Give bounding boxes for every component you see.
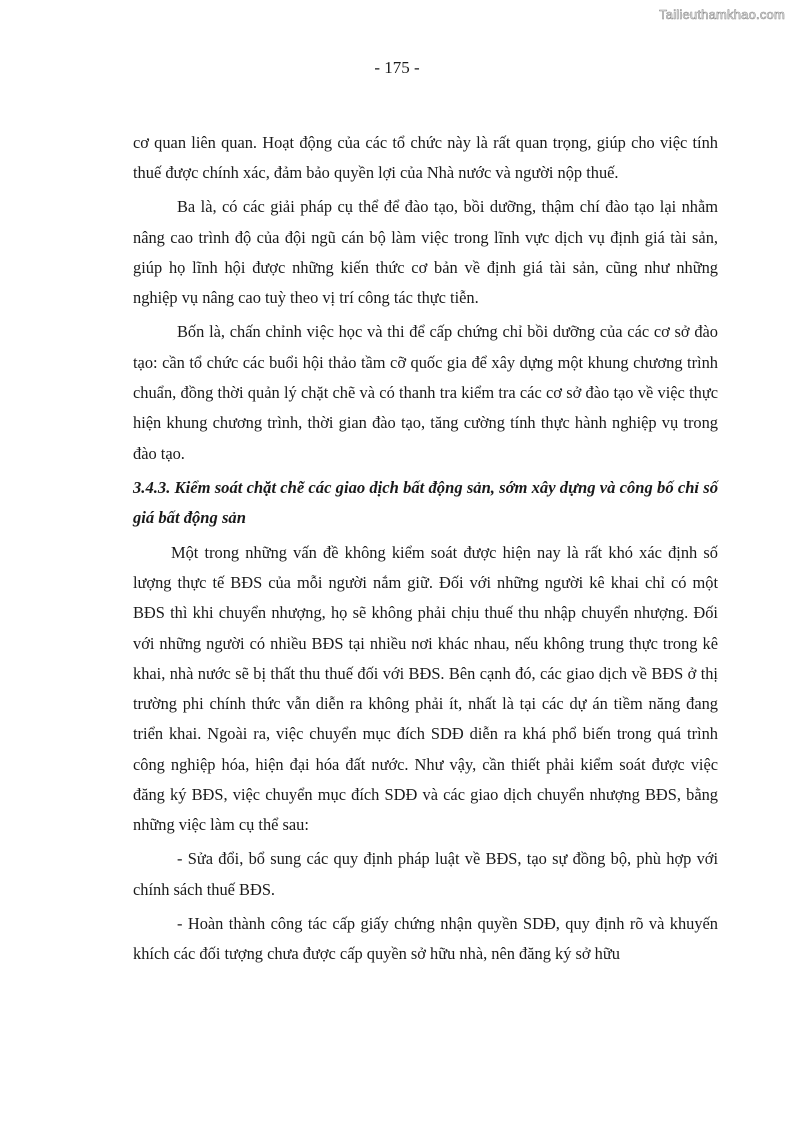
watermark: Tailieuthamkhao.com <box>659 7 785 22</box>
document-body <box>133 128 718 973</box>
paragraph-ba-la: Ba là, có các giải pháp cụ thể để đào tạo, bồi dưỡng, thậm chí đào tạo lại nhằm nâng cao trình độ của đội ngũ cán bộ làm việc trong lĩnh vực dịch vụ định giá tài sản, giúp họ lĩnh hội được những kiến thức cơ bản về định giá tài sản, cũng như những nghiệp vụ nâng cao tuỳ theo vị trí công tác thực tiễn. <box>133 197 718 308</box>
list-item-sua-doi: - Sửa đổi, bổ sung các quy định pháp luật về BĐS, tạo sự đồng bộ, phù hợp với chính sách thuế BĐS. <box>133 849 718 899</box>
page-number: - 175 - <box>374 58 420 77</box>
list-item-hoan-thanh: - Hoàn thành công tác cấp giấy chứng nhận quyền SDĐ, quy định rõ và khuyến khích các đối tượng chưa được cấp quyền sở hữu nhà, nên đăng ký sở hữu <box>133 913 718 964</box>
paragraph-mot-trong-nhung: Một trong những vấn đề không kiểm soát được hiện nay là rất khó xác định số lượng thực tế BĐS của mỗi người nắm giữ. Đối với những người kê khai chỉ có một BĐS thì khi chuyển nhượng, họ sẽ không phải chịu thuế thu nhập chuyển nhượng. Đối với những người có nhiều BĐS tại nhiều nơi khác nhau, nếu không trung thực trong kê khai, nhà nước sẽ bị thất thu thuế đối với BĐS. Bên cạnh đó, các giao dịch về BĐS ở thị trường phi chính thức vẫn diễn ra không phải ít, nhất là tại các dự án tiềm năng đang triển khai. Ngoài ra, việc chuyển mục đích SDĐ diễn ra khá phổ biến trong quá trình công nghiệp hóa, hiện đại hóa đất nước. Như vậy, cần thiết phải kiểm soát được việc đăng ký BĐS, việc chuyển mục đích SDĐ và các giao dịch chuyển nhượng BĐS, bằng những việc làm cụ thể sau: <box>133 542 718 835</box>
section-heading: 3.4.3. Kiểm soát chặt chẽ các giao dịch bất động sản, sớm xây dựng và công bố chỉ số giá bất động sản <box>133 477 718 528</box>
paragraph-continuation: cơ quan liên quan. Hoạt động của các tổ chức này là rất quan trọng, giúp cho việc tính thuế được chính xác, đảm bảo quyền lợi của Nhà nước và người nộp thuế. <box>133 133 718 183</box>
paragraph-bon-la: Bốn là, chấn chỉnh việc học và thi để cấp chứng chỉ bồi dưỡng của các cơ sở đào tạo: cần tổ chức các buổi hội thảo tầm cỡ quốc gia để xây dựng một khung chương trình chuẩn, đồng thời quản lý chặt chẽ và có thanh tra kiểm tra các cơ sở đào tạo về việc thực hiện khung chương trình, thời gian đào tạo, tăng cường tính thực hành nghiệp vụ trong đào tạo. <box>133 322 718 463</box>
